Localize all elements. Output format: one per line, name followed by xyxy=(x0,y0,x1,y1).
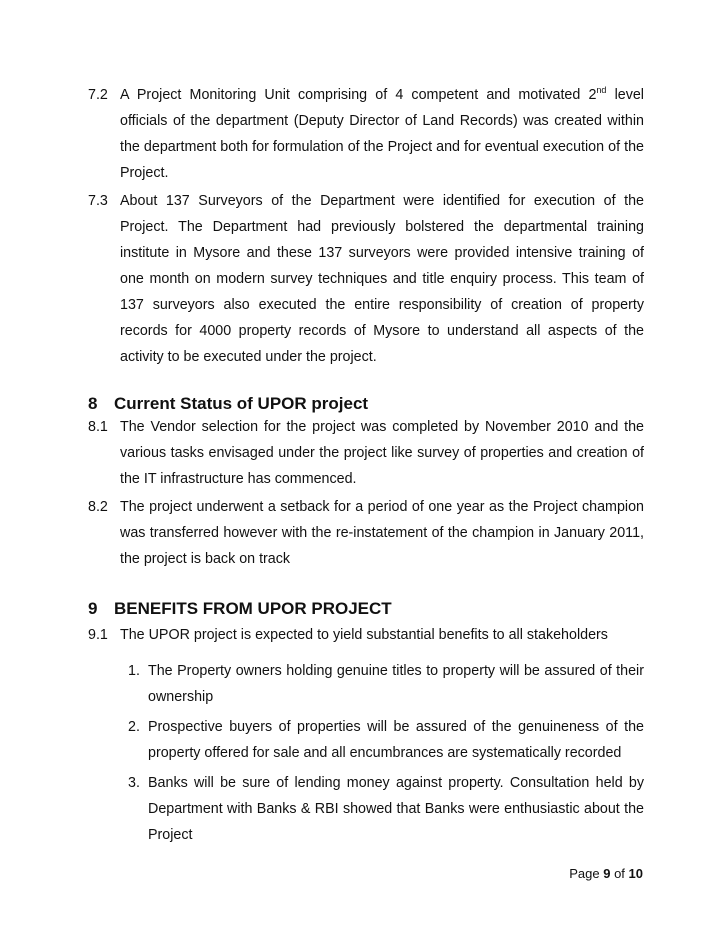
list-number: 1. xyxy=(128,663,140,679)
paragraph-text: A Project Monitoring Unit comprising of 4 competent and motivated 2nd level officials of the department (Deputy Director of Land Records) was created within the department both for formulation of the Project and for eventual execution of the Project. xyxy=(120,85,644,181)
paragraph-number: 7.3 xyxy=(88,193,108,209)
paragraph-9-1 xyxy=(88,622,644,648)
heading-title: BENEFITS FROM UPOR PROJECT xyxy=(114,599,392,618)
heading-number: 9 xyxy=(88,599,98,618)
heading-title: Current Status of UPOR project xyxy=(114,394,369,413)
section-heading-8 xyxy=(88,393,368,415)
superscript: nd xyxy=(596,85,607,95)
list-number: 3. xyxy=(128,775,140,791)
paragraph-text: The Vendor selection for the project was completed by November 2010 and the various tasks envisaged under the project like survey of properties and creation of the IT infrastructure has commenced. xyxy=(120,419,644,487)
total-page-count: 10 xyxy=(628,866,643,881)
paragraph-text: The project underwent a setback for a period of one year as the Project champion was transferred however with the re-instatement of the champion in January 2011, the project is back on track xyxy=(120,499,644,567)
paragraph-number: 7.2 xyxy=(88,87,108,103)
page-footer xyxy=(569,866,643,881)
list-number: 2. xyxy=(128,719,140,735)
current-page-number: 9 xyxy=(603,866,611,881)
paragraph-number: 8.1 xyxy=(88,419,108,435)
page-of-label: of xyxy=(614,866,625,881)
paragraph-number: 8.2 xyxy=(88,499,108,515)
page-label: Page xyxy=(569,866,600,881)
paragraph-text: The UPOR project is expected to yield substantial benefits to all stakeholders xyxy=(120,627,608,643)
heading-number: 8 xyxy=(88,394,98,413)
paragraph-8-2 xyxy=(88,494,644,572)
list-text: Banks will be sure of lending money against property. Consultation held by Department with Banks & RBI showed that Banks were enthusiastic about the Project xyxy=(148,775,644,843)
paragraph-text: About 137 Surveyors of the Department were identified for execution of the Project. The Department had previously bolstered the departmental training institute in Mysore and these 137 surveyors were provided intensive training of one month on modern survey techniques and title enquiry process. This team of 137 surveyors also executed the entire responsibility of creation of property records for 4000 property records of Mysore to understand all aspects of the activity to be executed under the project. xyxy=(120,193,644,365)
list-item xyxy=(120,658,644,710)
paragraph-8-1 xyxy=(88,414,644,492)
list-text: The Property owners holding genuine titles to property will be assured of their ownership xyxy=(148,663,644,705)
paragraph-number: 9.1 xyxy=(88,627,108,643)
section-heading-9 xyxy=(88,598,392,620)
paragraph-7-3 xyxy=(88,188,644,370)
list-item xyxy=(120,770,644,848)
list-item xyxy=(120,714,644,766)
list-text: Prospective buyers of properties will be assured of the genuineness of the property offered for sale and all encumbrances are systematically recorded xyxy=(148,719,644,761)
paragraph-7-2 xyxy=(88,82,644,186)
